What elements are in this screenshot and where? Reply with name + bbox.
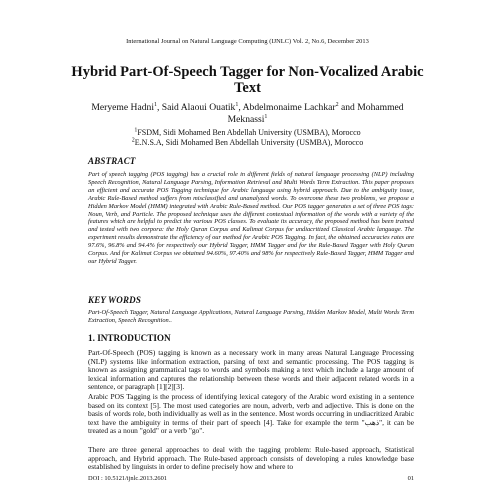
author-list bbox=[70, 102, 425, 125]
author-name: Meryeme Hadni bbox=[91, 102, 154, 113]
introduction-heading: 1. INTRODUCTION bbox=[88, 333, 171, 343]
introduction-paragraph-2: Arabic POS Tagging is the process of identifying lexical category of the Arabic word existing in a sentence based on its context [5]. The most used categories are noun, adverb, verb and adjective. This is done on the basis of words role, both individually as well as in the sentence. Most words occurring in undiacritized Arabic text have the ambiguity in terms of their part of speech [4]. Take for example the term "ذهب", it can be treated as a noun "gold" or a verb "go". bbox=[88, 392, 414, 436]
affiliation-marker: 1 bbox=[134, 127, 138, 134]
affiliation-marker: 1 bbox=[264, 113, 268, 120]
affiliation-text: E.N.S.A, Sidi Mohamed Ben Abdellah University (USMBA), Morocco bbox=[134, 138, 364, 147]
keywords-text: Part-Of-Speech Tagger, Natural Language Applications, Natural Language Parsing, Hidden Markov Model, Multi Words Term Extraction, Speech Recognition.. bbox=[88, 309, 414, 324]
affiliation-marker: 1 bbox=[154, 101, 157, 108]
author-name: Meknassi bbox=[227, 113, 265, 125]
author-name: , Said Alaoui Ouatik bbox=[157, 102, 236, 113]
affiliation-marker: 1 bbox=[235, 101, 239, 108]
affiliation-marker: 2 bbox=[335, 101, 339, 108]
abstract-text: Part of speech tagging (POS tagging) has a crucial role in different fields of natural language processing (NLP) including Speech Recognition, Natural Language Parsing, Information Retrieval and Multi Words Term Extraction. This paper proposes an efficient and accurate POS Tagging technique for Arabic language using hybrid approach. Due to the ambiguity issue, Arabic Rule-Based method suffers from misclassified and unanalyzed words. To overcome these two problems, we propose a Hidden Markov Model (HMM) integrated with Arabic Rule-Based method. Our POS tagger generates a set of three POS tags: Noun, Verb, and Particle. The proposed technique uses the different contextual information of the words with a variety of the features which are helpful to predict the various POS classes. To evaluate its accuracy, the proposed method has been trained and tested with two corpora: the Holy Quran Corpus and Kalimat Corpus for undiacritized Classical Arabic language. The experiment results demonstrate the efficiency of our method for Arabic POS Tagging. In fact, the obtained accuracies rates are 97.6%, 96.8% and 94.4% for respectively our Hybrid Tagger, HMM Tagger and for the Rule-Based Tagger with Holy Quran Corpus. And for Kalimat Corpus we obtained 94.60%, 97.40% and 98% for respectively Rule-Based Tagger, HMM Tagger and our Hybrid Tagger. bbox=[88, 171, 414, 265]
affiliation-1 bbox=[70, 128, 425, 138]
affiliation-2 bbox=[70, 138, 425, 148]
author-name: , Abdelmonaime Lachkar bbox=[238, 102, 336, 113]
page-number: 01 bbox=[407, 475, 414, 482]
introduction-paragraph-1: Part-Of-Speech (POS) tagging is known as a necessary work in many areas Natural Language Processing (NLP) systems like information extraction, parsing of text and semantic processing. The POS tagging is known as assigning grammatical tags to words and symbols making a text which include a large amount of lexical information and captures the relationship between these words and their adjacent related words in a sentence, or paragraph [1][2][3]. bbox=[88, 348, 414, 392]
journal-header: International Journal on Natural Language Computing (IJNLC) Vol. 2, No.6, December 2013 bbox=[126, 38, 369, 45]
affiliation-text: FSDM, Sidi Mohamed Ben Abdellah University (USMBA), Morocco bbox=[137, 128, 361, 137]
author-name: and Mohammed bbox=[338, 102, 404, 113]
affiliation-marker: 2 bbox=[131, 137, 135, 144]
paper-title: Hybrid Part-Of-Speech Tagger for Non-Vocalized Arabic Text bbox=[71, 64, 424, 96]
keywords-heading: KEY WORDS bbox=[88, 295, 142, 305]
abstract-heading: ABSTRACT bbox=[88, 156, 136, 166]
introduction-paragraph-3: There are three general approaches to deal with the tagging problem: Rule-based approach, Statistical approach, and Hybrid approach. The Rule-based approach consists of developing a rules knowledge base established by linguists in order to define precisely how and where to bbox=[88, 446, 414, 472]
doi-footer: DOI : 10.5121/ijnlc.2013.2601 bbox=[88, 475, 167, 482]
